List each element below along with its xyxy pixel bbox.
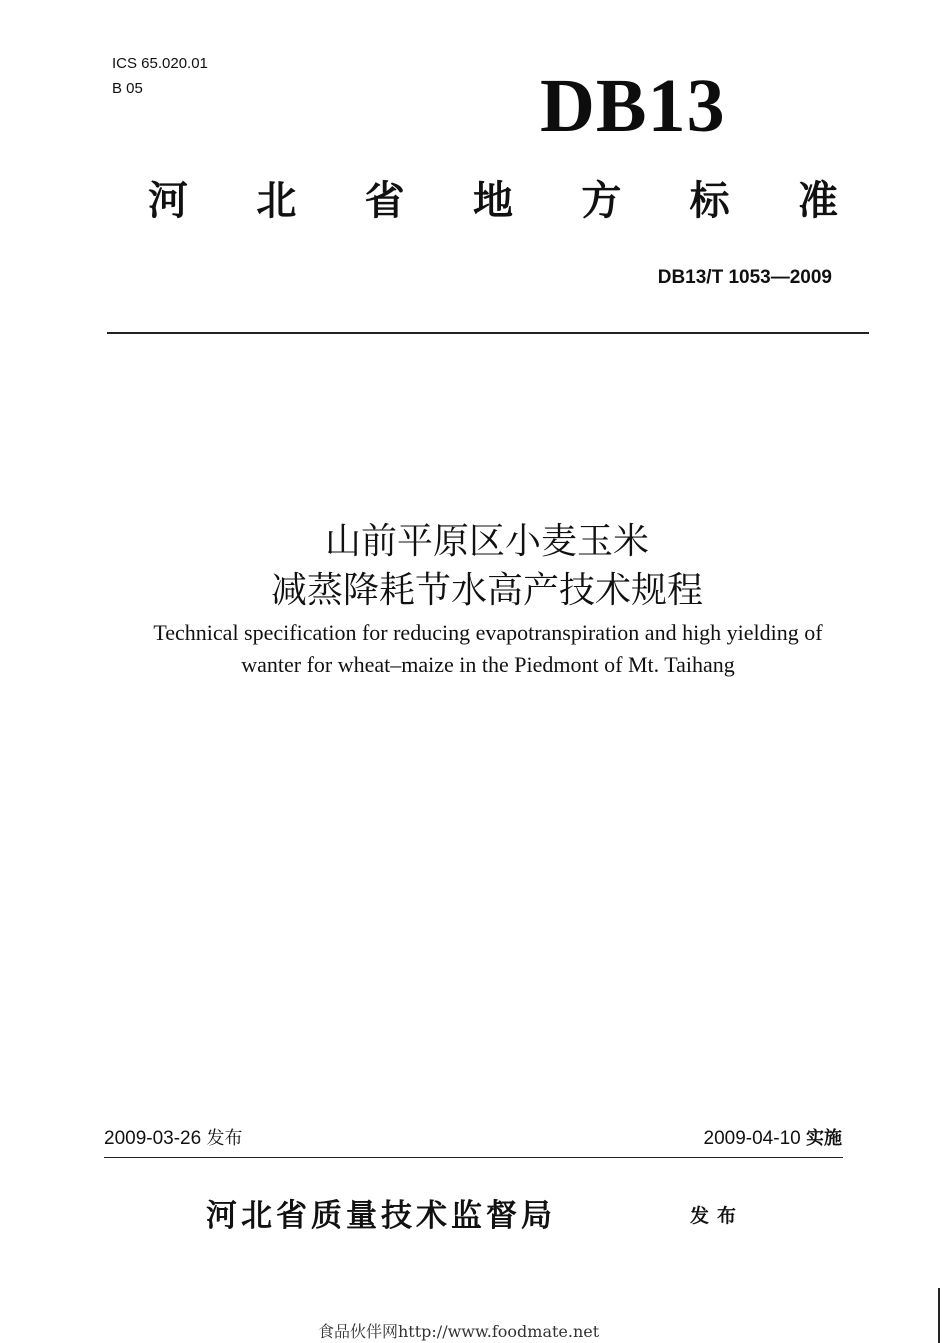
implementation-date-value: 2009-04-10 xyxy=(703,1128,801,1149)
standard-type-char: 方 xyxy=(581,178,622,224)
footer-divider xyxy=(104,1157,843,1158)
title-cn-line1: 山前平原区小麦玉米 xyxy=(324,521,649,562)
issuing-authority: 河北省质量技术监督局 xyxy=(206,1198,556,1234)
scan-edge-mark xyxy=(938,1288,940,1343)
standard-type-char: 河 xyxy=(148,178,188,224)
issue-date-label: 发布 xyxy=(206,1128,243,1149)
header-divider xyxy=(107,332,869,334)
title-en-line1: Technical specification for reducing evapotranspiration and high yielding of xyxy=(153,620,823,645)
db13-logo: DB13 xyxy=(540,64,726,148)
standard-type-char: 北 xyxy=(256,178,297,224)
title-en-line2: wanter for wheat–maize in the Piedmont of Mt. Taihang xyxy=(241,652,735,677)
implementation-date xyxy=(704,1126,842,1152)
watermark-text: 食品伙伴网http://www.foodmate.net xyxy=(318,1322,600,1341)
standard-type-char: 地 xyxy=(472,178,513,224)
title-cn-line2: 减蒸降耗节水高产技术规程 xyxy=(270,570,703,611)
issue-date-value: 2009-03-26 xyxy=(104,1128,202,1149)
implementation-date-label: 实施 xyxy=(806,1128,842,1149)
standard-type-char: 标 xyxy=(689,178,730,224)
issue-date xyxy=(104,1126,242,1152)
standard-type-heading xyxy=(148,176,838,226)
standard-type-char: 省 xyxy=(364,178,405,224)
issuing-verb: 发布 xyxy=(690,1205,745,1227)
classification-code: B 05 xyxy=(112,80,143,97)
ics-code: ICS 65.020.01 xyxy=(112,55,208,72)
standard-type-char: 准 xyxy=(797,178,838,224)
standard-number: DB13/T 1053—2009 xyxy=(657,267,832,288)
